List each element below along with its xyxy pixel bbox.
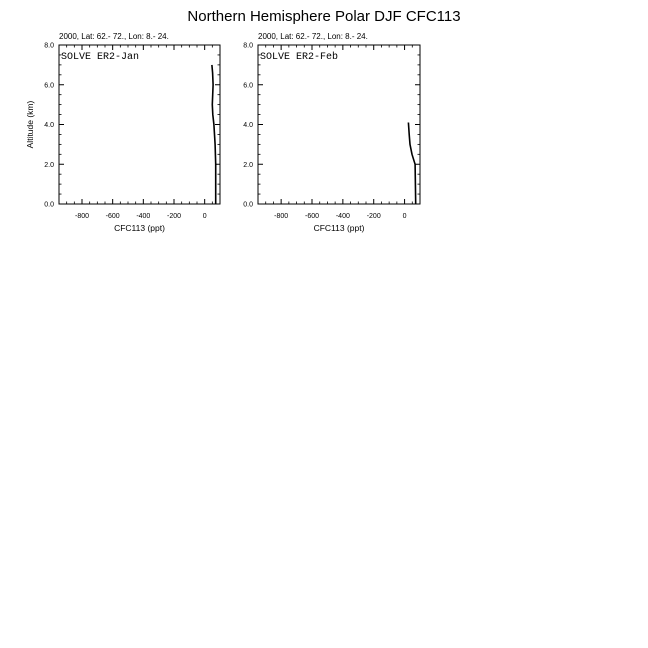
plot-frame	[59, 45, 220, 204]
chart-panel-1	[25, 32, 220, 233]
plot-frame	[258, 45, 420, 204]
x-tick-label: -800	[274, 213, 289, 220]
x-tick-label: -600	[304, 213, 320, 220]
y-tick-label: 0.0	[243, 201, 253, 209]
x-tick-label: 0	[402, 213, 407, 220]
x-axis-label: CFC113 (ppt)	[114, 223, 165, 233]
y-tick-label: 8.0	[243, 42, 253, 50]
x-axis-label: CFC113 (ppt)	[313, 223, 365, 233]
panel-subtitle: 2000, Lat: 62.- 72., Lon: 8.- 24.	[258, 32, 368, 41]
y-axis-label: Altitude (km)	[25, 100, 35, 149]
series-line	[212, 65, 216, 204]
panel-annotation: SOLVE ER2-Feb	[260, 52, 339, 63]
y-tick-label: 0.0	[44, 201, 54, 209]
x-tick-label: -200	[166, 213, 182, 220]
y-tick-label: 6.0	[243, 82, 253, 90]
x-tick-label: -800	[74, 213, 90, 220]
chart-panel-2	[243, 32, 420, 233]
x-tick-label: 0	[202, 213, 207, 220]
panel-subtitle: 2000, Lat: 62.- 72., Lon: 8.- 24.	[59, 32, 169, 41]
panel-annotation: SOLVE ER2-Jan	[61, 52, 140, 63]
x-tick-label: -600	[105, 213, 120, 220]
y-tick-label: 8.0	[44, 42, 54, 50]
x-tick-label: -400	[136, 213, 151, 220]
figure-title: Northern Hemisphere Polar DJF CFC113	[187, 8, 461, 25]
x-tick-label: -400	[335, 213, 350, 220]
x-tick-label: -200	[366, 213, 381, 220]
y-tick-label: 6.0	[44, 82, 54, 90]
series-line	[408, 123, 415, 205]
y-tick-label: 2.0	[243, 161, 253, 169]
y-tick-label: 2.0	[44, 161, 54, 169]
y-tick-label: 4.0	[44, 122, 54, 129]
y-tick-label: 4.0	[243, 122, 253, 129]
